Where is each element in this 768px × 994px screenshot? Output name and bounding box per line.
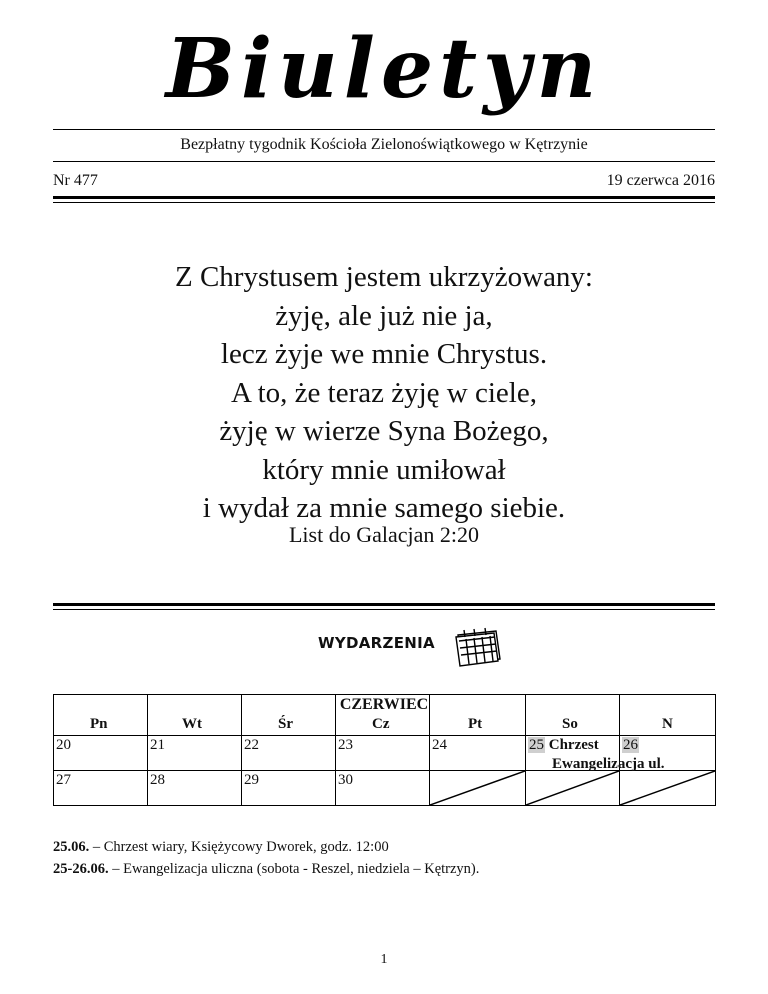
section-rule-thick bbox=[53, 603, 715, 606]
header-rule-bottom-thick bbox=[53, 196, 715, 199]
day-number-highlighted: 25 bbox=[529, 737, 544, 753]
verse-line: A to, że teraz żyję w ciele, bbox=[231, 376, 537, 409]
event-notes bbox=[53, 836, 479, 880]
day-name: Pn bbox=[90, 716, 108, 732]
day-number: 24 bbox=[432, 737, 447, 753]
masthead-title: Biuletyn bbox=[165, 21, 603, 117]
event-note-text: – Chrzest wiary, Księżycowy Dworek, godz. 12:00 bbox=[89, 839, 389, 855]
calendar-empty-cell bbox=[620, 771, 716, 806]
verse-reference: List do Galacjan 2:20 bbox=[288, 522, 479, 547]
day-number-highlighted: 26 bbox=[623, 737, 638, 753]
day-number: 21 bbox=[150, 737, 165, 753]
calendar-month: CZERWIEC bbox=[339, 696, 429, 713]
calendar-day-cell bbox=[242, 736, 336, 771]
event-label-baptism: Chrzest bbox=[548, 737, 599, 753]
verse-line: i wydał za mnie samego siebie. bbox=[202, 492, 566, 524]
empty-cell-slash bbox=[430, 771, 525, 805]
event-note bbox=[53, 836, 479, 858]
event-note-date: 25-26.06. bbox=[53, 861, 109, 877]
calendar-day-cell bbox=[54, 736, 148, 771]
calendar-day-cell bbox=[148, 771, 242, 806]
verse-line: Z Chrystusem jestem ukrzyżowany: bbox=[175, 261, 593, 293]
calendar-empty-cell bbox=[526, 771, 620, 806]
calendar-day-cell bbox=[148, 736, 242, 771]
header-rule-middle bbox=[53, 161, 715, 162]
event-note bbox=[53, 858, 479, 880]
day-name: Wt bbox=[182, 716, 202, 732]
header-rule-bottom-thin bbox=[53, 202, 715, 203]
verse-line: który mnie umiłował bbox=[262, 453, 506, 486]
calendar-empty-cell bbox=[430, 771, 526, 806]
calendar-icon bbox=[452, 627, 504, 667]
header-rule-top bbox=[53, 129, 715, 130]
events-title: WYDARZENIA bbox=[318, 634, 435, 652]
empty-cell-slash bbox=[620, 771, 715, 805]
day-number: 27 bbox=[56, 772, 71, 788]
issue-number: Nr 477 bbox=[53, 172, 98, 189]
day-name: So bbox=[562, 716, 578, 732]
verse-line: żyję, ale już nie ja, bbox=[275, 299, 493, 332]
section-rule-thin bbox=[53, 609, 715, 610]
day-number: 20 bbox=[56, 737, 71, 753]
day-name: Pt bbox=[468, 716, 483, 732]
calendar-day-cell bbox=[242, 771, 336, 806]
day-number: 23 bbox=[338, 737, 353, 753]
day-name: Cz bbox=[372, 716, 390, 732]
calendar-day-cell bbox=[54, 771, 148, 806]
empty-cell-slash bbox=[526, 771, 619, 805]
calendar-day-cell bbox=[336, 771, 430, 806]
verse-line: żyję w wierze Syna Bożego, bbox=[219, 415, 549, 447]
day-number: 22 bbox=[244, 737, 259, 753]
day-name: Śr bbox=[278, 716, 293, 732]
day-name: N bbox=[662, 716, 673, 732]
calendar-day-cell bbox=[430, 736, 526, 771]
event-note-text: – Ewangelizacja uliczna (sobota - Reszel, niedziela – Kętrzyn). bbox=[108, 861, 480, 877]
subtitle: Bezpłatny tygodnik Kościoła Zielonoświątkowego w Kętrzynie bbox=[180, 136, 588, 153]
day-number: 28 bbox=[150, 772, 165, 788]
event-note-date: 25.06. bbox=[53, 839, 90, 855]
verse-block bbox=[0, 258, 768, 528]
day-number: 30 bbox=[338, 772, 353, 788]
issue-date: 19 czerwca 2016 bbox=[606, 172, 715, 189]
verse-line: lecz żyje we mnie Chrystus. bbox=[220, 338, 548, 370]
page-number: 1 bbox=[380, 952, 388, 967]
day-number: 29 bbox=[244, 772, 259, 788]
calendar-day-cell bbox=[336, 736, 430, 771]
event-label-evangelization: Ewangelizacja ul. bbox=[552, 756, 665, 772]
calendar-week-row bbox=[54, 771, 716, 806]
